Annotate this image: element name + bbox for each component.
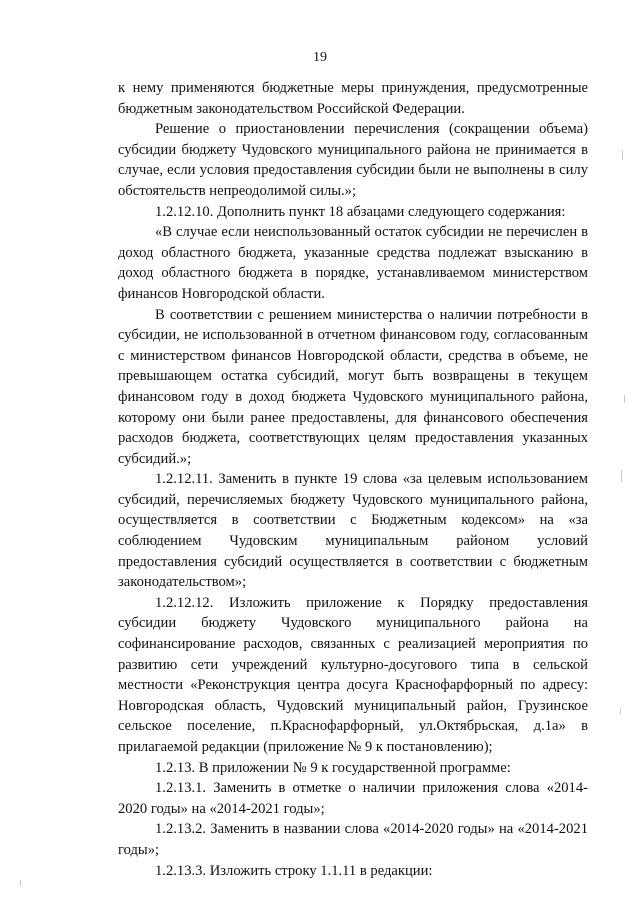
paragraph: к нему применяются бюджетные меры принуждения, предусмотренные бюджетным законодательством Российской Федерации.	[118, 80, 588, 117]
scan-mark	[621, 470, 622, 482]
paragraph: 1.2.13.2. Заменить в названии слова «2014-2020 годы» на «2014-2021 годы»;	[118, 821, 588, 858]
paragraph: 1.2.12.10. Дополнить пункт 18 абзацами следующего содержания:	[155, 203, 566, 220]
scan-mark	[622, 150, 623, 160]
paragraph: В соответствии с решением министерства о наличии потребности в субсидии, не использованной в отчетном финансовом году, согласованным с министерством финансов Новгородской области, средства в объеме, не превышающем остатка субсидий, могут быть возвращены в текущем финансовом году в доход бюджета Чудовского муниципального района, которому они были ранее предоставлены, для финансового обеспечения расходов бюджета, соответствующих целям предоставления указанных субсидий.»;	[118, 306, 588, 467]
paragraph: 1.2.13. В приложении № 9 к государственной программе:	[155, 759, 511, 776]
scan-mark	[620, 708, 621, 714]
document-body	[118, 78, 588, 881]
paragraph: Решение о приостановлении перечисления (сокращении объема) субсидии бюджету Чудовского муниципального района не принимается в случае, если условия предоставления субсидии были не выполнены в силу обстоятельств непреодолимой силы.»;	[118, 121, 588, 199]
paragraph: 1.2.12.11. Заменить в пункте 19 слова «за целевым использованием субсидий, перечисляемых бюджету Чудовского муниципального района, осуществляется в соответствии с Бюджетным кодексом» на «за соблюдением Чудовским муниципальным районом условий предоставления субсидий осуществляется в соответствии с бюджетным законодательством»;	[118, 471, 588, 591]
page-number: 19	[313, 50, 327, 65]
paragraph: «В случае если неиспользованный остаток субсидии не перечислен в доход областного бюджета, указанные средства подлежат взысканию в доход областного бюджета в порядке, устанавливаемом министерством финансов Новгородской области.	[118, 224, 588, 302]
scan-mark	[624, 395, 625, 403]
paragraph: 1.2.13.3. Изложить строку 1.1.11 в редакции:	[155, 862, 433, 879]
scan-mark	[20, 880, 21, 886]
paragraph: 1.2.13.1. Заменить в отметке о наличии приложения слова «2014-2020 годы» на «2014-2021 годы»;	[118, 780, 588, 817]
paragraph: 1.2.12.12. Изложить приложение к Порядку предоставления субсидии бюджету Чудовского муниципального района на софинансирование расходов, связанных с реализацией мероприятия по развитию сети учреждений культурно-досугового типа в сельской местности «Реконструкция центра досуга Краснофарфорный по адресу: Новгородская область, Чудовский муниципальный район, Грузинское сельское поселение, п.Краснофарфорный, ул.Октябрьская, д.1а» в прилагаемой редакции (приложение № 9 к постановлению);	[118, 594, 588, 755]
